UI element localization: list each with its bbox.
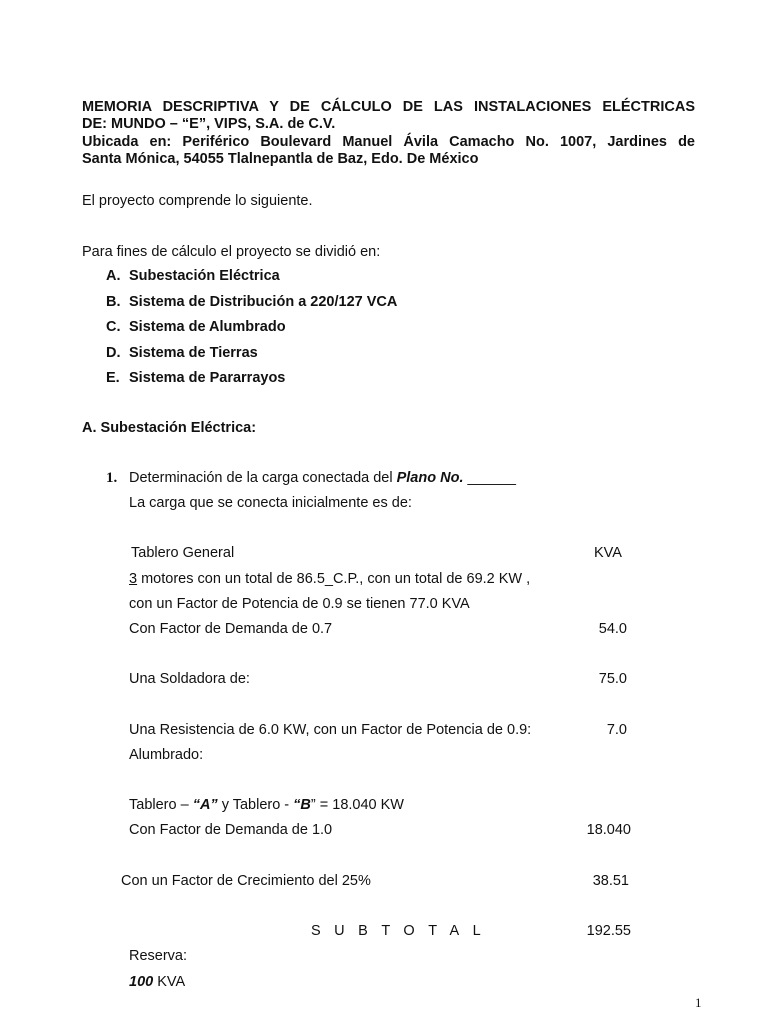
- board-a: “A”: [192, 797, 218, 813]
- page-number: 1: [695, 995, 702, 1010]
- welder-value: 75.0: [598, 671, 627, 687]
- location-line-1: Ubicada en: Periférico Boulevard Manuel Ávila Camacho No. 1007, Jardines de: [82, 134, 695, 150]
- boards-prefix: Tablero –: [129, 797, 193, 813]
- step-1-label: Determinación de la carga conectada del: [129, 470, 397, 486]
- plano-label: Plano No.: [396, 470, 464, 486]
- lighting-demand-label: Con Factor de Demanda de 1.0: [129, 822, 333, 838]
- document-title-line-1: MEMORIA DESCRIPTIVA Y DE CÁLCULO DE LAS INSTALACIONES ELÉCTRICAS: [82, 99, 695, 115]
- list-item: [106, 370, 285, 386]
- list-letter: A.: [106, 268, 121, 284]
- motors-line-1: [129, 571, 530, 587]
- list-item: [106, 319, 286, 335]
- intro-paragraph: El proyecto comprende lo siguiente.: [82, 193, 313, 209]
- step-1-subtext: La carga que se conecta inicialmente es de:: [129, 495, 412, 511]
- list-item: [106, 345, 258, 361]
- table-heading-unit: KVA: [594, 545, 622, 561]
- reserve-label: Reserva:: [129, 948, 188, 964]
- step-number: 1.: [106, 470, 118, 486]
- step-1-text: [129, 470, 516, 486]
- list-letter: B.: [106, 294, 121, 310]
- motors-line-2: con un Factor de Potencia de 0.9 se tienen 77.0 KVA: [129, 596, 470, 612]
- resistance-value: 7.0: [606, 722, 627, 738]
- lighting-demand-value: 18.040: [586, 822, 631, 838]
- motors-count: 3: [129, 571, 138, 587]
- boards-mid: y Tablero -: [217, 797, 294, 813]
- motors-text: motores con un total de 86.5_C.P., con un total de 69.2 KW ,: [137, 571, 531, 587]
- welder-label: Una Soldadora de:: [129, 671, 250, 687]
- document-title-line-2: DE: MUNDO – “E”, VIPS, S.A. de C.V.: [82, 116, 336, 132]
- list-label: Sistema de Pararrayos: [129, 370, 286, 386]
- reserve-unit: KVA: [157, 974, 186, 990]
- list-letter: C.: [106, 319, 121, 335]
- list-letter: D.: [106, 345, 121, 361]
- section-a-heading: A. Subestación Eléctrica:: [82, 420, 257, 436]
- growth-factor-value: 38.51: [592, 873, 629, 889]
- list-label: Sistema de Alumbrado: [129, 319, 286, 335]
- reserve-line: [129, 974, 185, 990]
- demand-factor-label: Con Factor de Demanda de 0.7: [129, 621, 333, 637]
- boards-line: [129, 797, 404, 813]
- list-letter: E.: [106, 370, 120, 386]
- board-b: “B: [293, 797, 311, 813]
- plano-blank: ______: [467, 470, 516, 486]
- division-intro: Para fines de cálculo el proyecto se dividió en:: [82, 244, 381, 260]
- list-label: Subestación Eléctrica: [129, 268, 280, 284]
- growth-factor-label: Con un Factor de Crecimiento del 25%: [121, 873, 371, 889]
- table-heading-label: Tablero General: [131, 545, 235, 561]
- reserve-value: 100: [129, 974, 154, 990]
- demand-factor-value: 54.0: [598, 621, 627, 637]
- list-label: Sistema de Tierras: [129, 345, 258, 361]
- resistance-label: Una Resistencia de 6.0 KW, con un Factor de Potencia de 0.9:: [129, 722, 532, 738]
- subtotal-label: SUBTOTAL: [311, 923, 495, 939]
- list-item: [106, 268, 280, 284]
- lighting-label: Alumbrado:: [129, 747, 204, 763]
- subtotal-value: 192.55: [586, 923, 631, 939]
- boards-suffix: ” = 18.040 KW: [310, 797, 404, 813]
- list-label: Sistema de Distribución a 220/127 VCA: [129, 294, 398, 310]
- location-line-2: Santa Mónica, 54055 Tlalnepantla de Baz, Edo. De México: [82, 151, 479, 167]
- list-item: [106, 294, 397, 310]
